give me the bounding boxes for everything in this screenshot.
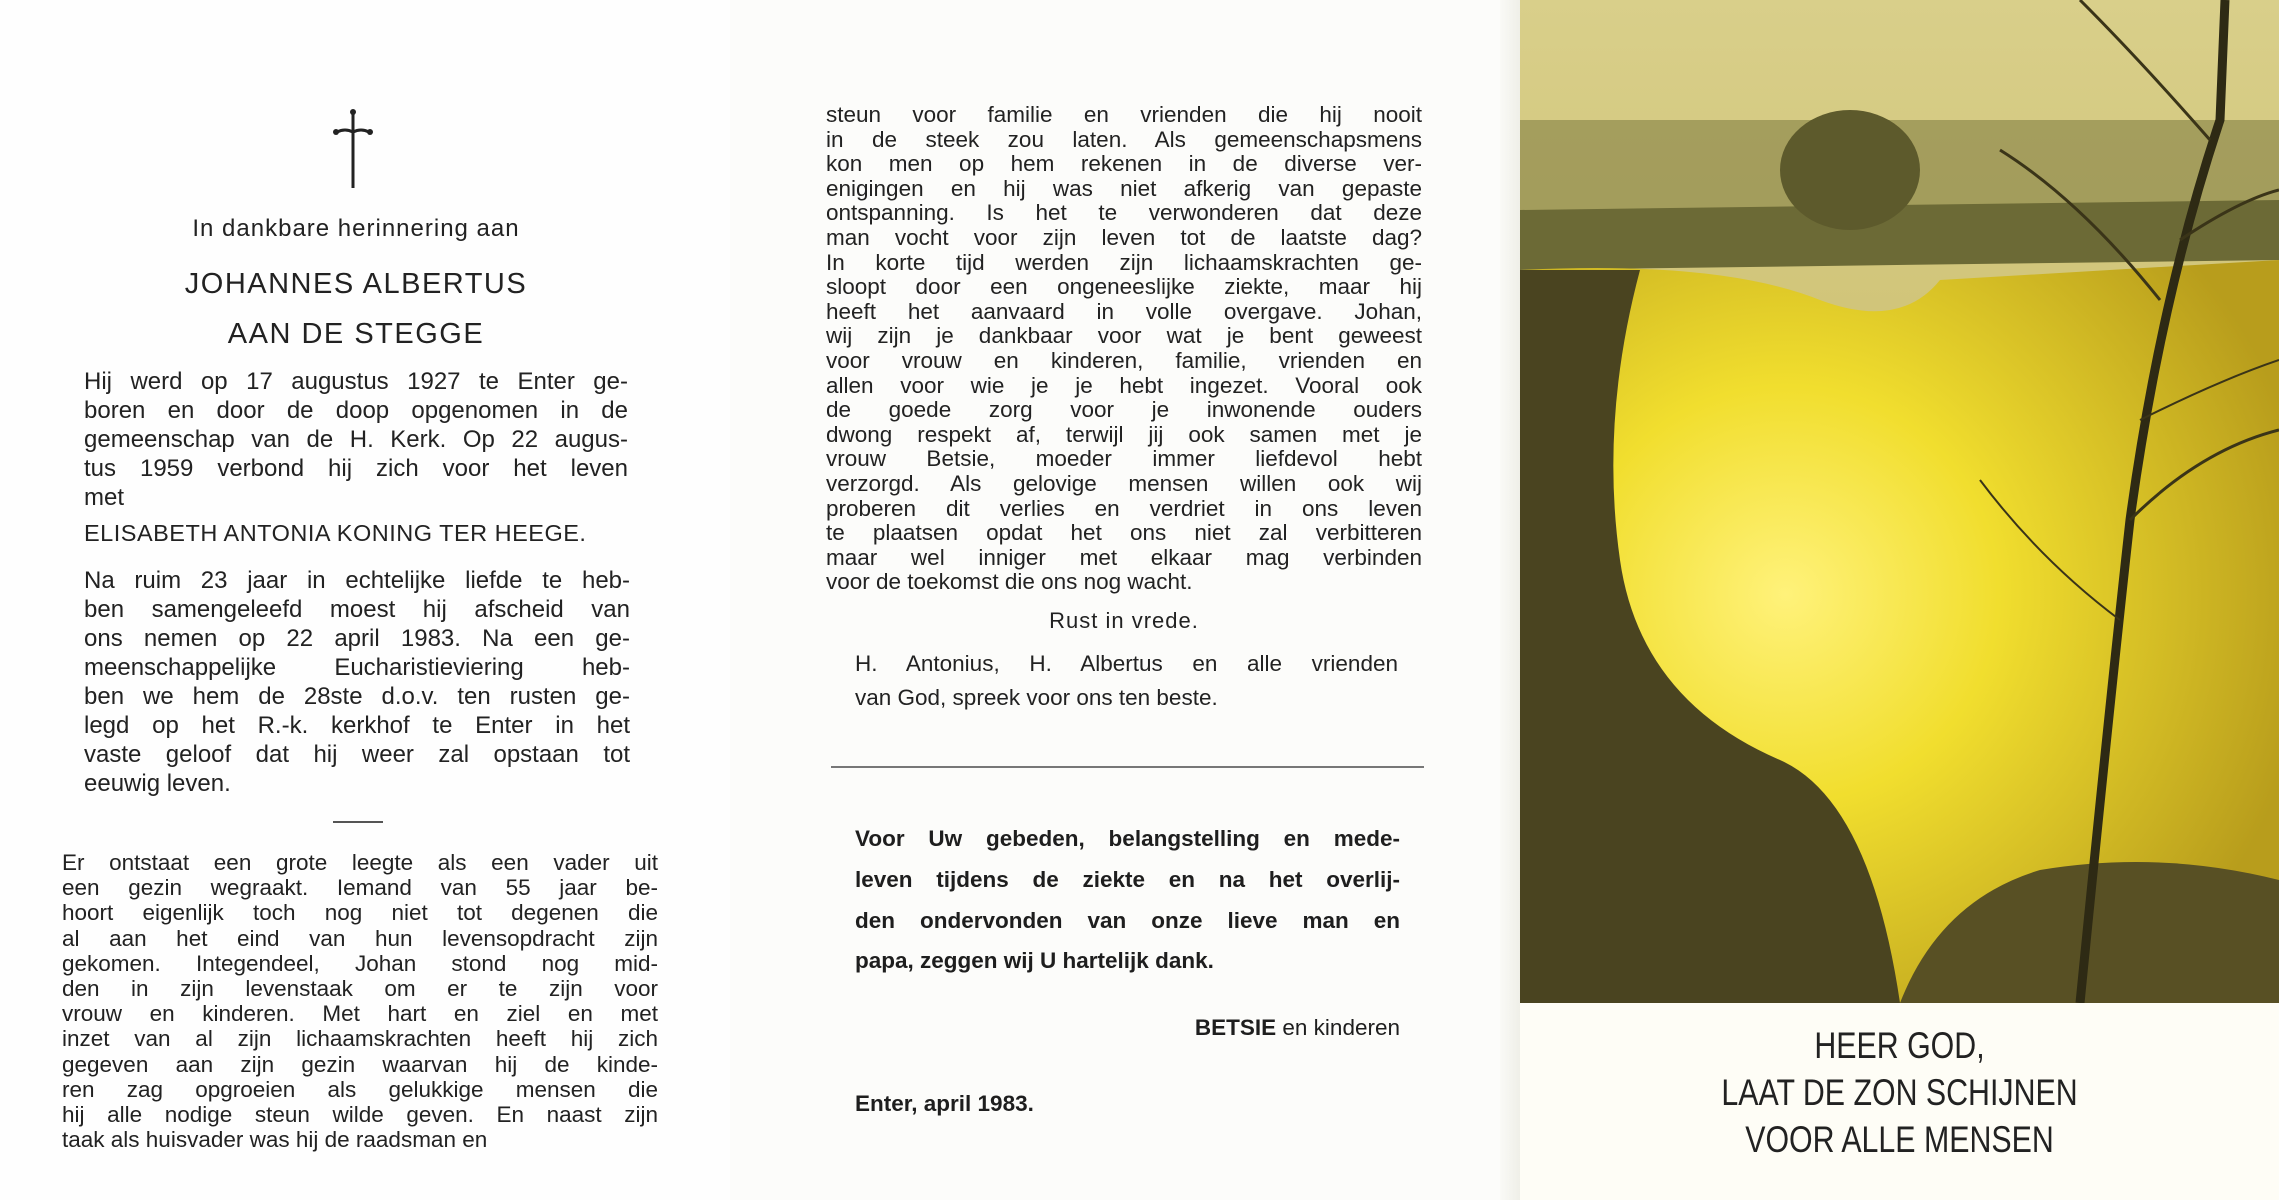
text-line: wij zijn je dankbaar voor wat je bent geweest (826, 323, 1422, 349)
text-line: Voor Uw gebeden, belangstelling en mede- (855, 826, 1400, 851)
separator-dash (333, 821, 383, 823)
text-line: vrouw Betsie, moeder immer liefdevol hebt (826, 446, 1422, 472)
text-line: papa, zeggen wij U hartelijk dank. (855, 948, 1214, 974)
text-line: te plaatsen opdat het ons niet zal verbitteren (826, 520, 1422, 546)
tribute-paragraph-continued (826, 103, 1422, 595)
birth-paragraph (84, 367, 628, 512)
tribute-paragraph (62, 850, 658, 1152)
text-line: voor de toekomst die ons nog wacht. (826, 569, 1193, 595)
text-line: de goede zorg voor je inwonende ouders (826, 397, 1422, 423)
signature (855, 1015, 1400, 1041)
text-line: van God, spreek voor ons ten beste. (855, 685, 1218, 710)
spouse-name: ELISABETH ANTONIA KONING TER HEEGE. (84, 520, 587, 546)
text-line: ben we hem de 28ste d.o.v. ten rusten ge- (84, 683, 630, 710)
text-line: gemeenschap van de H. Kerk. Op 22 augus- (84, 426, 628, 453)
signature-name: BETSIE (1194, 1015, 1277, 1040)
signature-rest: en kinderen (1282, 1015, 1400, 1040)
text-line: een gezin wegraakt. Iemand van 55 jaar be- (62, 875, 658, 901)
text-line: voor vrouw en kinderen, familie, vrienden en (826, 347, 1422, 373)
thanks-paragraph (855, 819, 1400, 982)
text-line: In korte tijd werden zijn lichaamskrachten ge- (826, 249, 1422, 275)
text-line: gekomen. Integendeel, Johan stond nog mid- (62, 950, 658, 976)
prayer-text (855, 647, 1398, 715)
text-line: heeft het aanvaard in volle overgave. Johan, (826, 298, 1422, 324)
text-line: meenschappelijke Eucharistieviering heb- (84, 654, 630, 681)
text-line: ontspanning. Is het te verwonderen dat deze (826, 200, 1422, 226)
text-line: kon men op hem rekenen in de diverse ver- (826, 151, 1422, 177)
text-line: ren zag opgroeien als gelukkige mensen die (62, 1076, 658, 1102)
text-line: enigingen en hij was niet afkerig van gepaste (826, 175, 1422, 201)
text-line: sloopt door een ongeneeslijke ziekte, maar hij (826, 274, 1422, 300)
text-line: leven tijdens de ziekte en na het overlij- (855, 866, 1400, 892)
text-line: gegeven aan zijn gezin waarvan hij de kinde- (62, 1051, 658, 1077)
text-line: allen voor wie je je hebt ingezet. Vooral ook (826, 372, 1422, 398)
text-line: den ondervonden van onze lieve man en (855, 907, 1400, 933)
text-line: boren en door de doop opgenomen in de (84, 397, 628, 424)
text-line: verzorgd. Als gelovige mensen willen ook wij (826, 470, 1422, 496)
caption-line: VOOR ALLE MENSEN (1745, 1119, 2054, 1160)
text-line: legd op het R.-k. kerkhof te Enter in het (84, 712, 630, 739)
text-line: maar wel inniger met elkaar mag verbinden (826, 544, 1422, 570)
text-line: taak als huisvader was hij de raadsman en (62, 1127, 488, 1153)
death-paragraph (84, 566, 630, 798)
photo-caption (1520, 1022, 2279, 1163)
deceased-name-last: AAN DE STEGGE (227, 318, 485, 350)
text-line: Na ruim 23 jaar in echtelijke liefde te heb- (84, 567, 630, 594)
deceased-name-first: JOHANNES ALBERTUS (184, 268, 528, 300)
cross-icon (333, 108, 373, 190)
text-line: ben samengeleefd moest hij afscheid van (84, 596, 630, 623)
caption-line: LAAT DE ZON SCHIJNEN (1721, 1072, 2078, 1113)
text-line: hoort eigenlijk toch nog niet tot degenen die (62, 900, 658, 926)
text-line: al aan het eind van hun levensopdracht zijn (62, 925, 658, 951)
caption-line: HEER GOD, (1814, 1025, 1985, 1066)
text-line: man vocht voor zijn leven tot de laatste dag? (826, 224, 1422, 250)
text-line: eeuwig leven. (84, 770, 231, 797)
text-line: vaste geloof dat hij weer zal opstaan tot (84, 741, 630, 768)
text-line: ons nemen op 22 april 1983. Na een ge- (84, 625, 630, 652)
text-line: inzet van al zijn lichaamskrachten heeft hij zich (62, 1026, 658, 1052)
text-line: den in zijn levenstaak om er te zijn voor (62, 975, 658, 1001)
sunset-river-photo (1520, 0, 2279, 1003)
text-line: hij alle nodige steun wilde geven. En naast zijn (62, 1101, 658, 1127)
card-fold (1500, 0, 1520, 1200)
text-line: H. Antonius, H. Albertus en alle vrienden (855, 651, 1398, 676)
divider-line (831, 766, 1424, 768)
text-line: Er ontstaat een grote leegte als een vader uit (62, 850, 658, 875)
text-line: steun voor familie en vrienden die hij nooit (826, 102, 1422, 127)
intro-text: In dankbare herinnering aan (192, 215, 520, 242)
text-line: met (84, 484, 125, 511)
text-line: vrouw en kinderen. Met hart en ziel en met (62, 1001, 658, 1027)
rest-in-peace: Rust in vrede. (1049, 608, 1199, 633)
place-date: Enter, april 1983. (855, 1091, 1034, 1116)
text-line: Hij werd op 17 augustus 1927 te Enter ge- (84, 368, 628, 395)
text-line: in de steek zou laten. Als gemeenschapsmens (826, 126, 1422, 152)
text-line: dwong respekt af, terwijl jij ook samen met je (826, 421, 1422, 447)
text-line: proberen dit verlies en verdriet in ons leven (826, 495, 1422, 521)
text-line: tus 1959 verbond hij zich voor het leven (84, 455, 628, 482)
